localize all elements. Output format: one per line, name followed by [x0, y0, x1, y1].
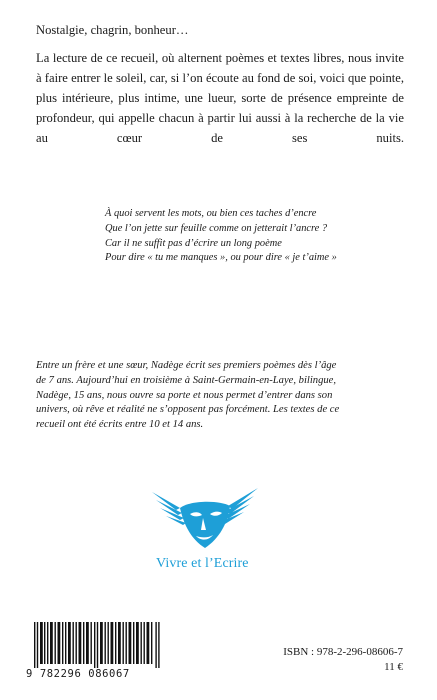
winged-mask-logo-icon [150, 486, 260, 552]
intro-paragraph: La lecture de ce recueil, où alternent poèmes et textes libres, nous invite à faire entrer le soleil, car, si l’on écoute au fond de soi, voici que pointe, plus intérieure, plus intime, une lueur, sorte de présence empreinte de profondeur, qui appelle chacun à partir lui aussi à la recherche de la vie au cœur de ses nuits. [36, 51, 404, 145]
barcode [34, 622, 160, 668]
publisher-name: Vivre et l’Ecrire [156, 556, 249, 571]
isbn-label: ISBN : 978-2-296-08606-7 [283, 646, 403, 658]
poem-line: Car il ne suffit pas d’écrire un long poème [105, 237, 282, 249]
barcode-digits: 9 782296 086067 [26, 668, 130, 680]
bio-line: univers, où rêve et réalité ne s’opposent pas forcément. Les textes de ce [36, 404, 340, 416]
poem-line: Que l’on jette sur feuille comme on jetterait l’ancre ? [105, 222, 328, 234]
poem-excerpt [105, 207, 425, 266]
bio-line: de 7 ans. Aujourd’hui en troisième à Saint-Germain-en-Laye, bilingue, [36, 374, 337, 386]
bio-line: recueil ont été écrits entre 10 et 14 ans. [36, 419, 204, 431]
poem-line: À quoi servent les mots, ou bien ces taches d’encre [105, 208, 317, 219]
poem-line: Pour dire « tu me manques », ou pour dire « je t’aime » [105, 252, 337, 264]
bio-line: Entre un frère et une sœur, Nadège écrit ses premiers poèmes dès l’âge [36, 360, 337, 371]
bio-line: Nadège, 15 ans, nous ouvre sa porte et nous permet d’entrer dans son [36, 389, 333, 401]
price-label: 11 € [384, 661, 403, 673]
author-bio [36, 359, 404, 433]
cover-title-line: Nostalgie, chagrin, bonheur… [36, 23, 189, 37]
